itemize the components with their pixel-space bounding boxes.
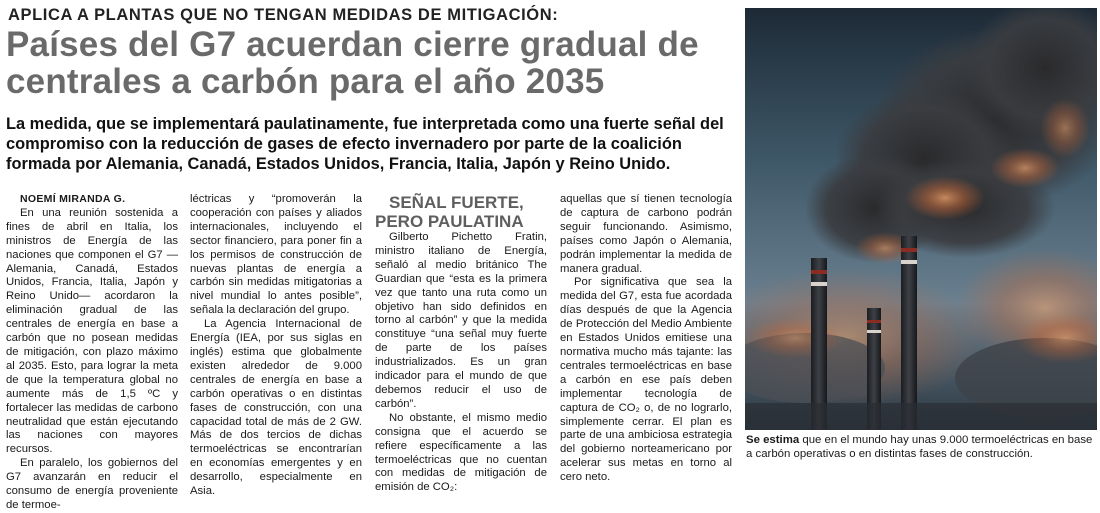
- headline: Países del G7 acuerdan cierre gradual de centrales a carbón para el año 2035: [6, 25, 699, 101]
- paragraph: Gilberto Pichetto Fratin, ministro italiano de Energía, señaló al medio británico The Guardian que “esta es la primera vez que tanto una ruta como un objetivo han sido definidos en torno al carbón” y que la medida constituye “una señal muy fuerte de parte de los países industrializados. Es un gran indicador para el mundo de que debemos reducir el uso de carbón”.: [375, 231, 547, 410]
- paragraph: La Agencia Internacional de Energía (IEA, por sus siglas en inglés) estima que globalmente existen alrededor de 9.000 centrales de energía en base a carbón operativas o en distintas fases de construcción, con una capacidad total de más de 2 GW. Más de dos tercios de dichas termoeléctricas se encontrarían en economías emergentes y en desarrollo, especialmente en Asia.: [190, 318, 362, 498]
- caption-lead: Se estima: [746, 434, 800, 446]
- article-column-3: [375, 193, 547, 495]
- caption-text: que en el mundo hay unas 9.000 termoeléctricas en base a carbón operativas o en distintas fases de construcción.: [746, 434, 1093, 460]
- article-column-4: [560, 193, 732, 485]
- photo-caption: [746, 433, 1096, 461]
- byline: NOEMÍ MIRANDA G.: [20, 193, 126, 205]
- paragraph: En paralelo, los gobiernos del G7 avanzarán en reducir el consumo de energía proveniente de termoe-: [6, 457, 178, 511]
- paragraph: Por significativa que sea la medida del G7, esta fue acordada días después de que la Agencia de Protección del Medio Ambiente en Estados Unidos emitiese una normativa mucho más tajante: las centrales termoeléctricas en base a carbón en ese país deben implementar tecnología de captura de CO₂ o, de no lograrlo, simplemente cerrar. El plan es parte de una ambiciosa estrategia del gobierno norteamericano por acelerar sus metas en torno al cero neto.: [560, 276, 732, 484]
- kicker: APLICA A PLANTAS QUE NO TENGAN MEDIDAS DE MITIGACIÓN:: [8, 6, 559, 24]
- paragraph: En una reunión sostenida a fines de abril en Italia, los ministros de Energía de las naciones que componen el G7 —Alemania, Canadá, Estados Unidos, Francia, Italia, Japón y Reino Unido— acordaron la eliminación gradual de las centrales de energía en base a carbón que no posean medidas de mitigación, con plazo máximo al 2035. Esto, para lograr la meta de que la temperatura global no aumente más de 1,5 ºC y fortalecer las medidas de carbono neutralidad que están ejecutando las naciones con mayores recursos.: [6, 206, 178, 456]
- deck: La medida, que se implementará paulatinamente, fue interpretada como una fuerte señal del compromiso con la reducción de gases de efecto invernadero por parte de la coalición formada por Alemania, Canadá, Estados Unidos, Francia, Italia, Japón y Reino Unido.: [6, 115, 724, 173]
- paragraph: aquellas que sí tienen tecnología de captura de carbono podrán seguir funcionando. Asimismo, países como Japón o Alemania, podrán implementar la medida de manera gradual.: [560, 193, 732, 275]
- smokestacks-photo: [745, 8, 1097, 430]
- paragraph: No obstante, el mismo medio consigna que el acuerdo se refiere específicamente a las termoeléctricas que no cuentan con medidas de mitigación de emisión de CO₂:: [375, 411, 547, 494]
- subhead: SEÑAL FUERTE, PERO PAULATINA: [375, 193, 524, 231]
- paragraph: léctricas y “promoverán la cooperación con países y aliados internacionales, incluyendo el sector financiero, para poner fin a los permisos de construcción de nuevas plantas de energía a carbón sin medidas mitigatorias a nivel mundial lo antes posible”, señala la declaración del grupo.: [190, 193, 362, 317]
- article-column-2: [190, 193, 362, 499]
- article-column-1: [6, 193, 178, 513]
